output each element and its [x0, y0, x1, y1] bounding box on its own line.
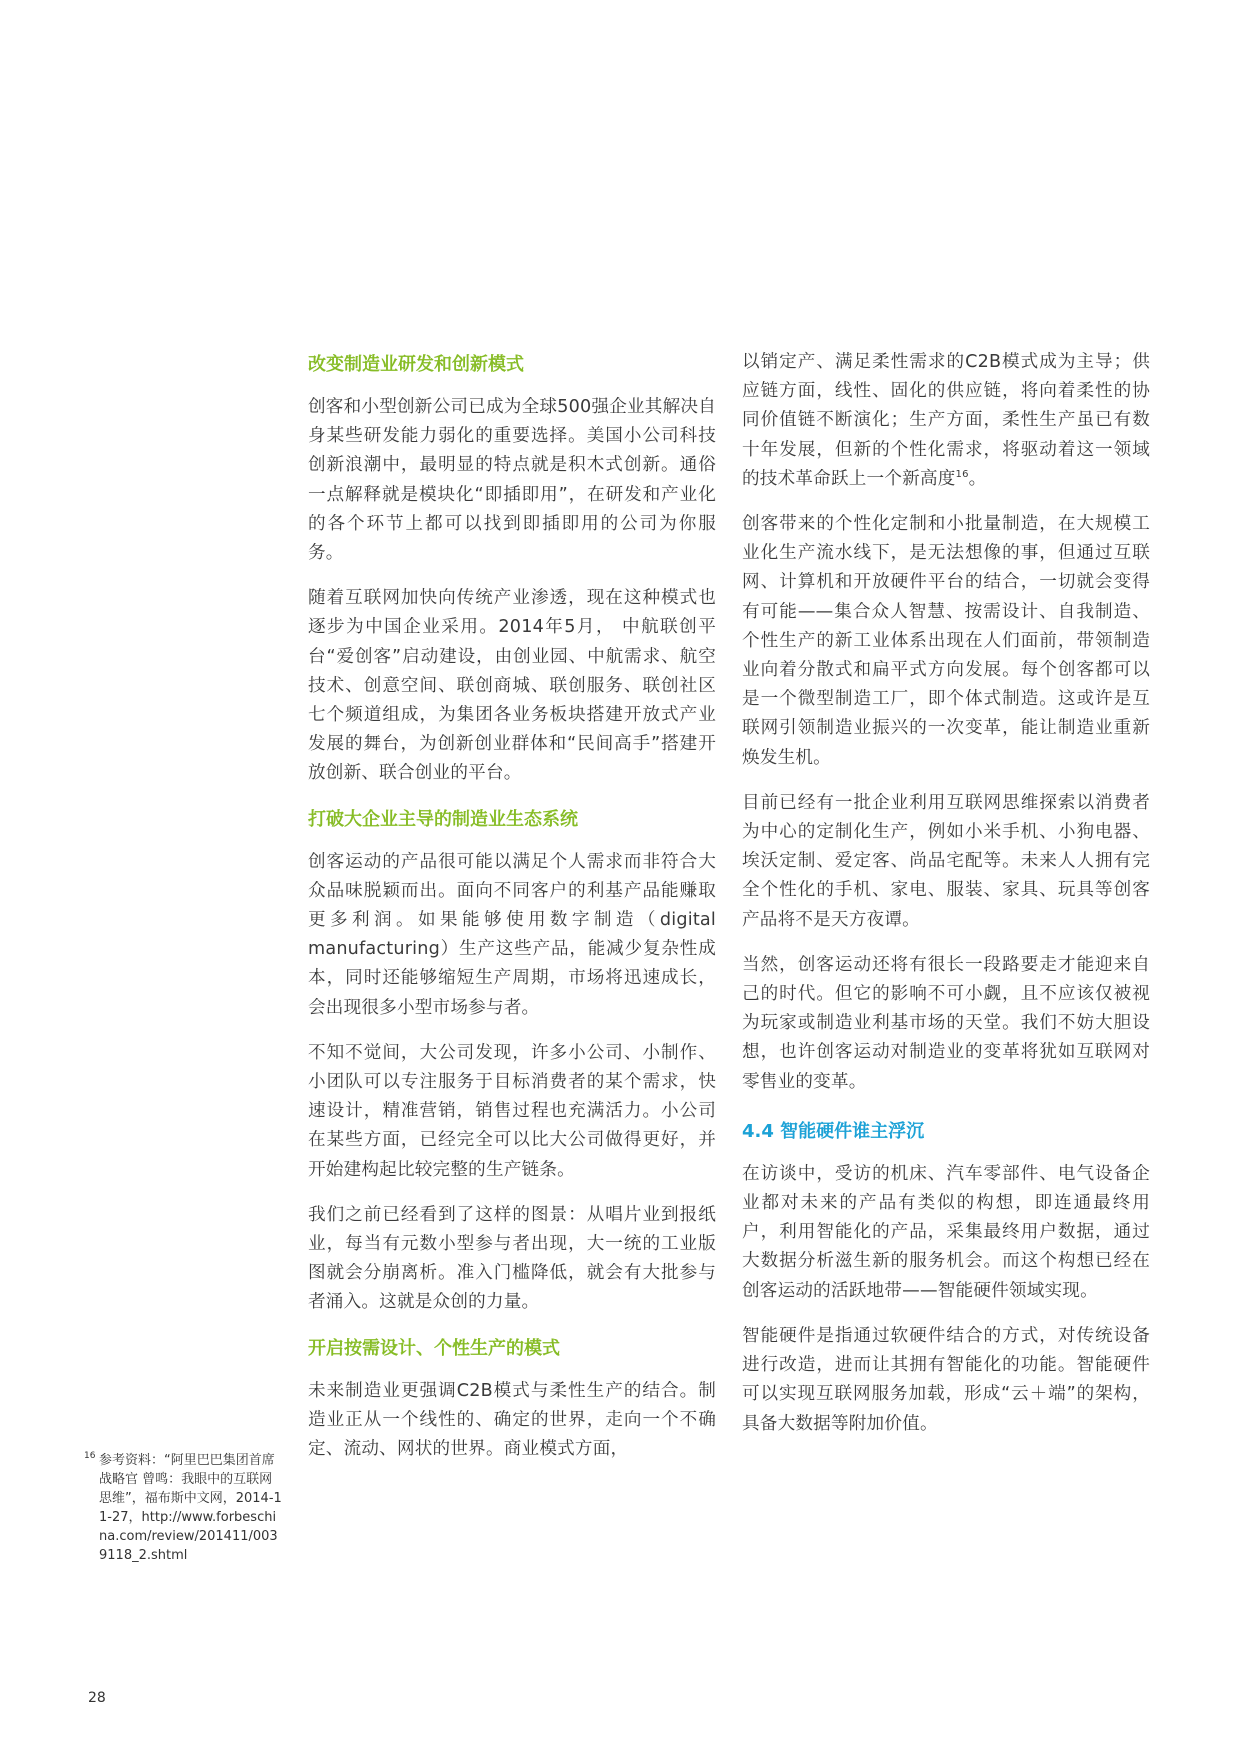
paragraph-text-end: 。: [968, 468, 987, 489]
footnote-number: 16: [84, 1451, 96, 1461]
left-column: [308, 350, 716, 1480]
paragraph: 随着互联网加快向传统产业渗透，现在这种模式也逐步为中国企业采用。2014年5月， 中航联创平台“爱创客”启动建设，由创业园、中航需求、航空技术、创意空间、联创商城、联创服务、联创社区七个频道组成，为集团各业务板块搭建开放式产业发展的舞台，为创新创业群体和“民间高手”搭建开放创新、联合创业的平台。: [308, 588, 716, 784]
section-heading-smart-hardware: 4.4 智能硬件谁主浮沉: [742, 1120, 925, 1142]
paragraph-text: 以销定产、满足柔性需求的C2B模式成为主导；供应链方面，线性、固化的供应链，将向着柔性的协同价值链不断演化；生产方面，柔性生产虽已有数十年发展，但新的个性化需求，将驱动着这一领域的技术革命跃上一个新高度: [742, 352, 1150, 489]
section-heading-ecosystem: 打破大企业主导的制造业生态系统: [308, 808, 578, 830]
paragraph: [742, 348, 1150, 494]
page-number: 28: [88, 1690, 106, 1706]
section-heading-rd-innovation: 改变制造业研发和创新模式: [308, 354, 524, 375]
footnote-reference[interactable]: 16: [955, 468, 969, 480]
paragraph: 不知不觉间，大公司发现，许多小公司、小制作、小团队可以专注服务于目标消费者的某个需求，快速设计，精准营销，销售过程也充满活力。小公司在某些方面，已经完全可以比大公司做得更好，并开始建构起比较完整的生产链条。: [308, 1042, 716, 1180]
right-column: [742, 348, 1150, 1455]
paragraph: 未来制造业更强调C2B模式与柔性生产的结合。制造业正从一个线性的、确定的世界，走向一个不确定、流动、网状的世界。商业模式方面，: [308, 1380, 716, 1460]
section-heading-on-demand: 开启按需设计、个性生产的模式: [308, 1337, 560, 1359]
paragraph: 目前已经有一批企业利用互联网思维探索以消费者为中心的定制化生产，例如小米手机、小狗电器、埃沃定制、爱定客、尚品宅配等。未来人人拥有完全个性化的手机、家电、服装、家具、玩具等创客产品将不是天方夜谭。: [742, 792, 1150, 930]
paragraph: 当然，创客运动还将有很长一段路要走才能迎来自己的时代。但它的影响不可小觑，且不应该仅被视为玩家或制造业利基市场的天堂。我们不妨大胆设想，也许创客运动对制造业的变革将犹如互联网对零售业的变革。: [742, 954, 1150, 1092]
paragraph: 我们之前已经看到了这样的图景：从唱片业到报纸业，每当有元数小型参与者出现，大一统的工业版图就会分崩离析。准入门槛降低，就会有大批参与者涌入。这就是众创的力量。: [308, 1204, 716, 1313]
paragraph: 在访谈中，受访的机床、汽车零部件、电气设备企业都对未来的产品有类似的构想，即连通最终用户，利用智能化的产品，采集最终用户数据，通过大数据分析滋生新的服务机会。而这个构想已经在创客运动的活跃地带——智能硬件领域实现。: [742, 1163, 1150, 1301]
footnote-text: 参考资料：“阿里巴巴集团首席战略官 曾鸣：我眼中的互联网思维”，福布斯中文网，2014-11-27，http://www.forbeschina.com/review/201411/0039118_2.shtml: [99, 1453, 282, 1563]
paragraph: 创客带来的个性化定制和小批量制造，在大规模工业化生产流水线下，是无法想像的事，但通过互联网、计算机和开放硬件平台的结合，一切就会变得有可能——集合众人智慧、按需设计、自我制造、个性生产的新工业体系出现在人们面前，带领制造业向着分散式和扁平式方向发展。每个创客都可以是一个微型制造工厂，即个体式制造。这或许是互联网引领制造业振兴的一次变革，能让制造业重新焕发生机。: [742, 514, 1150, 768]
paragraph: 智能硬件是指通过软硬件结合的方式，对传统设备进行改造，进而让其拥有智能化的功能。智能硬件可以实现互联网服务加载，形成“云＋端”的架构，具备大数据等附加价值。: [742, 1325, 1150, 1434]
paragraph: 创客和小型创新公司已成为全球500强企业其解决自身某些研发能力弱化的重要选择。美国小公司科技创新浪潮中，最明显的特点就是积木式创新。通俗一点解释就是模块化“即插即用”，在研发和产业化的各个环节上都可以找到即插即用的公司为你服务。: [308, 397, 716, 564]
footnote: [86, 1451, 282, 1565]
paragraph: 创客运动的产品很可能以满足个人需求而非符合大众品味脱颖而出。面向不同客户的利基产品能赚取更多利润。如果能够使用数字制造（digital manufacturing）生产这些产品，能减少复杂性成本，同时还能够缩短生产周期，市场将迅速成长，会出现很多小型市场参与者。: [308, 851, 716, 1018]
